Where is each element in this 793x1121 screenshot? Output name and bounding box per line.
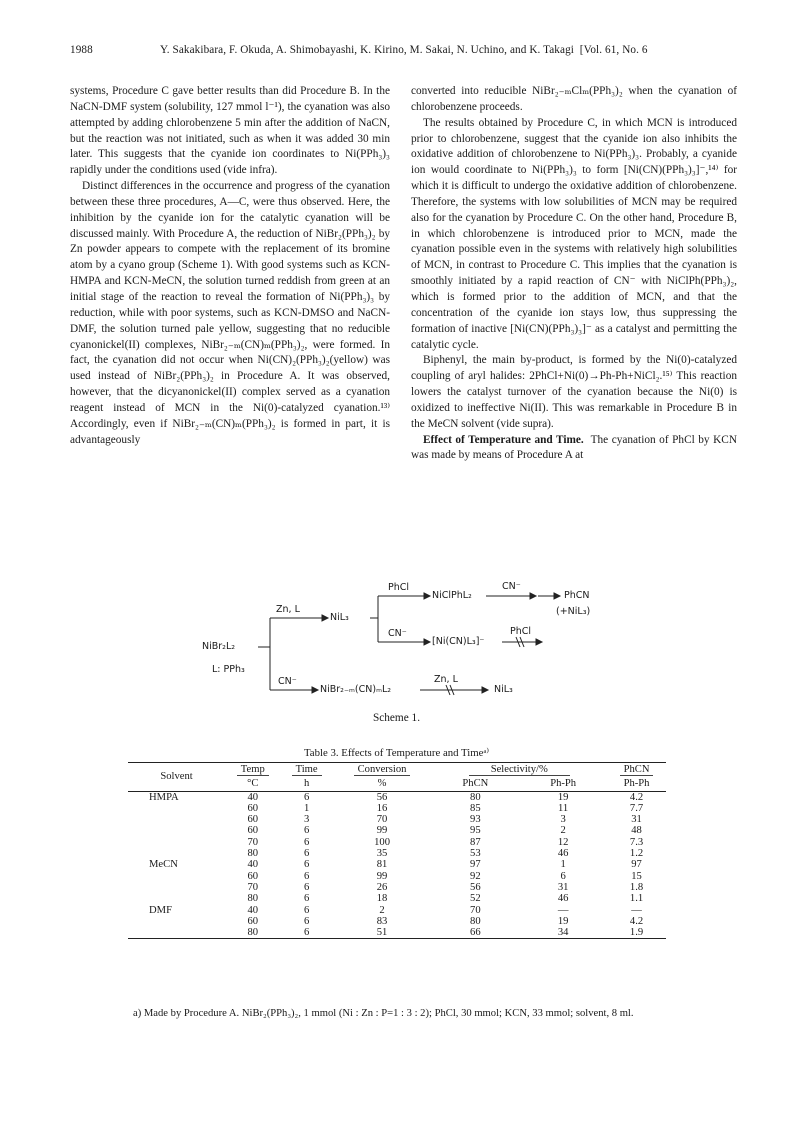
table-cell: 6 <box>303 915 310 927</box>
table-cell: 6 <box>303 791 310 803</box>
table-cell: 18 <box>376 893 388 905</box>
table-cell: 80 <box>470 915 481 927</box>
table-cell: 15 <box>631 870 642 882</box>
table-cell: 66 <box>470 927 481 939</box>
table-cell: 60 <box>247 825 259 837</box>
right-paragraph-2: The results obtained by Procedure C, in which MCN is introduced prior to chlorobenzene, suggest that the cyanide ion also inhibits the oxidative addition of chlorobenzene to Ni(PPh₃)₃. Probably, a cyanide ion would coordinate to Ni(PPh₃)₃ to form [Ni(CN)(PPh₃)₃]⁻,¹⁴⁾ for which it is difficult to undergo the oxidative addition of chlorobenzene. Therefore, the systems with low solubilities of MCN may be required also for the cyanation by Procedure C. On the other hand, Procedure B, in which chlorobenzene is introduced prior to MCN, made the cyanation possible even in the systems with relatively high solubilities of MCN, in contrast to Procedure C. This implies that the cyanation is smoothly initiated by a rapid reaction of CN⁻ with NiClPh(PPh₃)₂, which is formed prior to the addition of MCN, and that the concentration of the cyanide ion stays low, thus suppressing the formation of inactive [Ni(CN)(PPh₃)₃]⁻ as a catalyst and permitting the catalytic cycle. <box>411 116 737 351</box>
scheme-nil3: NiL₃ <box>330 612 349 623</box>
table-cell: 3 <box>303 814 310 826</box>
table-cell: 6 <box>303 904 310 916</box>
right-paragraph-4-text: The cyanation of PhCl by KCN was made by means of Procedure A at <box>411 433 737 462</box>
table-cell: 56 <box>376 791 388 803</box>
table-row <box>128 927 666 939</box>
table-row <box>128 837 666 848</box>
table-row <box>128 803 666 814</box>
table-cell: — <box>631 904 642 916</box>
scheme-phcn: PhCN <box>564 590 590 601</box>
scheme-niclphl2: NiClPhL₂ <box>432 590 472 601</box>
left-paragraph-2: Distinct differences in the occurrence and progress of the cyanation between these three procedures, A—C, were thus observed. Here, the inhibition by the cyanide ion for the catalytic cyanation will be discussed mainly. With Procedure A, the reduction of NiBr₂(PPh₃)₂ by Zn powder appears to compete with the replacement of its bromine atom by a cyano group (Scheme 1). With good systems such as KCN-HMPA and KCN-MeCN, the solution turned reddish from green at an initial stage of the reaction to reveal the formation of Ni(PPh₃)₃ by reduction, while with poor systems, such as KCN-DMSO and NaCN-DMF, the solution turned pale yellow, suggesting that no reducible cyanonickel(II) complexes, NiBr₂₋ₘ(CN)ₘ(PPh₃)₂, were formed. In fact, the cyanation did not occur when Ni(CN)₂(PPh₃)₂(yellow) was used instead of NiBr₂(PPh₃)₂ in Procedure A. It was observed, however, that the dicyanonickel(II) complex served as a cyanation reagent instead of MCN in the Ni(0)-catalyzed cyanation.¹³⁾ Accordingly, even if NiBr₂₋ₘ(CN)ₘ(PPh₃)₂ is formed in part, it is advantageously <box>70 180 390 446</box>
left-column <box>70 84 390 448</box>
solvent-cell <box>128 848 225 859</box>
solvent-cell: MeCN <box>149 859 178 871</box>
running-header <box>70 44 735 62</box>
scheme-zn-l: Zn, L <box>276 604 300 615</box>
table-cell: 1.2 <box>629 848 644 860</box>
table-cell: 6 <box>303 859 310 871</box>
table-cell: 7.3 <box>629 836 644 848</box>
table-cell: 60 <box>247 870 259 882</box>
section-heading: Effect of Temperature and Time. <box>423 433 584 446</box>
col-temp-unit: °C <box>247 778 259 790</box>
table-cell: 7.7 <box>629 802 644 814</box>
solvent-cell <box>128 893 225 904</box>
table-cell: 95 <box>470 825 481 837</box>
table-cell: 1.8 <box>629 881 644 893</box>
table-cell: 48 <box>631 825 642 837</box>
table-cell: 51 <box>376 927 388 939</box>
col-ratio-bottom: Ph-Ph <box>623 778 650 790</box>
col-sel-phcn: PhCN <box>462 778 489 790</box>
table-cell: 99 <box>376 870 388 882</box>
table-cell: 2 <box>379 904 385 916</box>
page-number: 1988 <box>70 44 93 56</box>
col-time-unit: h <box>303 778 310 790</box>
table-cell: 34 <box>557 927 569 939</box>
table-row <box>128 893 666 904</box>
table-cell: 1 <box>560 859 566 871</box>
table-row <box>128 825 666 836</box>
table-cell: 31 <box>557 881 569 893</box>
results-table <box>128 762 666 939</box>
table-cell: 16 <box>376 802 388 814</box>
table-cell: 1.9 <box>629 927 644 939</box>
table-row <box>128 871 666 882</box>
table-cell: 83 <box>376 915 388 927</box>
table-cell: 4.2 <box>629 915 644 927</box>
table-cell: 80 <box>247 893 259 905</box>
solvent-cell <box>128 882 225 893</box>
table-cell: 53 <box>470 848 481 860</box>
solvent-cell: DMF <box>149 904 172 916</box>
scheme-zn-l-2: Zn, L <box>434 674 458 685</box>
table-body <box>128 791 666 939</box>
table-cell: 40 <box>247 859 259 871</box>
left-paragraph-1: systems, Procedure C gave better results than did Procedure B. In the NaCN-DMF system (solubility, 127 mmol l⁻¹), the cyanation was also attempted by adding chlorobenzene 5 min after the addition of NaCN, but the reaction was not initiated, such as when it was added 30 min later. This suggests that the cyanide ion coordinates to Ni(PPh₃)₃ rapidly under the conditions used (vide infra). <box>70 85 390 177</box>
table-cell: 60 <box>247 802 259 814</box>
table-cell: 40 <box>247 791 259 803</box>
table-row <box>128 814 666 825</box>
table-row <box>128 905 666 916</box>
scheme-phcl-1: PhCl <box>388 582 410 593</box>
scheme-nibr-cn: NiBr₂₋ₘ(CN)ₘL₂ <box>320 684 392 695</box>
table-cell: 40 <box>247 904 259 916</box>
table-cell: 85 <box>470 802 481 814</box>
col-conversion: Conversion <box>354 764 411 776</box>
table-cell: 11 <box>558 802 569 814</box>
solvent-cell <box>128 803 225 814</box>
solvent-cell <box>128 814 225 825</box>
table-cell: 26 <box>376 881 388 893</box>
table-cell: 12 <box>557 836 569 848</box>
col-solvent: Solvent <box>160 771 193 783</box>
table-cell: 70 <box>470 904 481 916</box>
scheme-nil3-b: NiL₃ <box>494 684 513 695</box>
table-cell: 1.1 <box>629 893 644 905</box>
scheme-cn-2: CN⁻ <box>388 628 407 639</box>
table-cell: 46 <box>557 848 569 860</box>
table-row <box>128 791 666 803</box>
table-cell: 2 <box>560 825 566 837</box>
solvent-cell <box>128 825 225 836</box>
author-line <box>160 44 648 56</box>
table-cell: 35 <box>376 848 388 860</box>
right-paragraph-3: Biphenyl, the main by-product, is formed by the Ni(0)-catalyzed coupling of aryl halides: 2PhCl+Ni(0)→Ph-Ph+NiCl₂.¹⁵⁾ This reaction lowers the catalyst turnover of the cyanation because the Ni(0) is oxidized to ineffective Ni(II). This was remarkable in Procedure B in the MeCN solvent (vide supra). <box>411 354 737 430</box>
table-cell: 19 <box>557 791 569 803</box>
solvent-cell <box>128 837 225 848</box>
table-caption: Table 3. Effects of Temperature and Timeᵃ⁾ <box>303 747 490 759</box>
table-cell: 6 <box>303 836 310 848</box>
table-row <box>128 916 666 927</box>
right-paragraph-1: converted into reducible NiBr₂₋ₘClₘ(PPh₃)₂ when the cyanation of chlorobenzene proceeds. <box>411 85 737 113</box>
table-cell: 6 <box>303 825 310 837</box>
table-cell: 1 <box>303 802 310 814</box>
table-cell: 60 <box>247 915 259 927</box>
scheme-ligand: L: PPh₃ <box>212 664 245 675</box>
table-cell: 56 <box>470 881 481 893</box>
table-cell: 70 <box>247 836 259 848</box>
solvent-cell <box>128 916 225 927</box>
table-cell: — <box>557 904 569 916</box>
table-cell: 97 <box>631 859 642 871</box>
table-cell: 52 <box>470 893 481 905</box>
table-cell: 70 <box>376 814 388 826</box>
table-cell: 92 <box>470 870 481 882</box>
table-cell: 97 <box>470 859 481 871</box>
solvent-cell <box>128 927 225 939</box>
table-cell: 6 <box>303 848 310 860</box>
scheme-ni-cn-l3: [Ni(CN)L₃]⁻ <box>432 636 485 647</box>
right-column <box>411 84 737 464</box>
table-cell: 60 <box>247 814 259 826</box>
reaction-scheme <box>200 580 620 710</box>
table-cell: 100 <box>374 836 390 848</box>
scheme-caption: Scheme 1. <box>372 712 421 724</box>
solvent-cell: HMPA <box>149 791 179 803</box>
scheme-cn-3: CN⁻ <box>278 676 297 687</box>
scheme-plus-nil3: (+NiL₃) <box>556 606 591 617</box>
table-cell: 6 <box>303 881 310 893</box>
table-cell: 93 <box>470 814 481 826</box>
col-time: Time <box>292 764 322 776</box>
table-row <box>128 848 666 859</box>
table-cell: 46 <box>557 893 569 905</box>
table-cell: 3 <box>560 814 566 826</box>
table-cell: 99 <box>376 825 388 837</box>
scheme-lines <box>200 580 620 710</box>
table-row <box>128 882 666 893</box>
journal-volume: [Vol. 61, No. 6 <box>579 44 648 56</box>
table-cell: 19 <box>557 915 569 927</box>
table-cell: 6 <box>303 927 310 939</box>
table-cell: 6 <box>560 870 566 882</box>
col-temp: Temp <box>237 764 269 776</box>
solvent-cell <box>128 871 225 882</box>
col-ratio-top: PhCN <box>620 764 654 776</box>
table-cell: 80 <box>470 791 481 803</box>
table-cell: 6 <box>303 893 310 905</box>
scheme-cn-1: CN⁻ <box>502 581 521 592</box>
table-cell: 4.2 <box>629 791 644 803</box>
table-cell: 70 <box>247 881 259 893</box>
table-cell: 81 <box>376 859 388 871</box>
table-cell: 31 <box>631 814 642 826</box>
table-cell: 80 <box>247 927 259 939</box>
table-row <box>128 859 666 870</box>
scheme-phcl-2: PhCl <box>510 626 532 637</box>
authors: Y. Sakakibara, F. Okuda, A. Shimobayashi, K. Kirino, M. Sakai, N. Uchino, and K. Takagi <box>160 44 574 56</box>
col-sel-phph: Ph-Ph <box>550 778 577 790</box>
table-cell: 6 <box>303 870 310 882</box>
table-cell: 87 <box>470 836 481 848</box>
right-paragraph-4 <box>411 433 737 465</box>
table-footnote: a) Made by Procedure A. NiBr₂(PPh₃)₂, 1 mmol (Ni : Zn : P=1 : 3 : 2); PhCl, 30 mmol; KCN, 33 mmol; solvent, 8 ml. <box>133 1008 634 1019</box>
col-selectivity: Selectivity/% <box>469 764 570 776</box>
scheme-start: NiBr₂L₂ <box>202 641 236 652</box>
table-cell: 80 <box>247 848 259 860</box>
col-conversion-unit: % <box>377 778 387 790</box>
